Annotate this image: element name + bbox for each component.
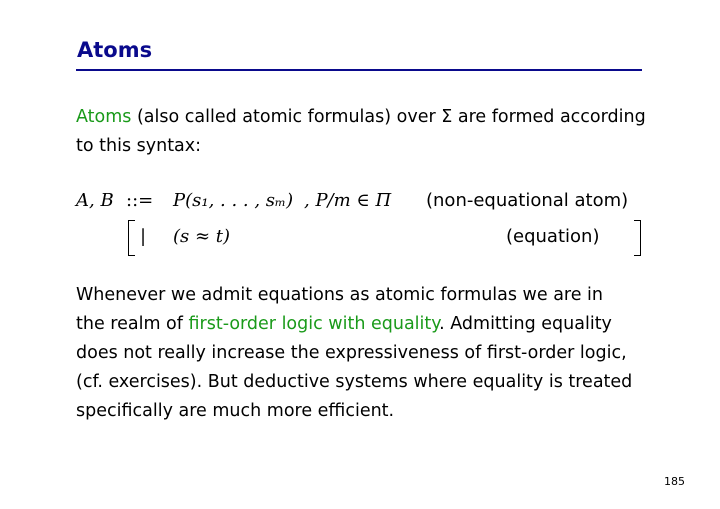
syntax-lhs: A, B bbox=[76, 190, 114, 211]
body-line-5: specifically are much more efficient. bbox=[76, 401, 395, 421]
syntax-production-equation: (s ≈ t) bbox=[173, 226, 231, 247]
intro-paragraph bbox=[76, 103, 646, 161]
body-line-2a: the realm of bbox=[76, 314, 189, 334]
body-line-4: (cf. exercises). But deductive systems where equality is treated bbox=[76, 372, 633, 392]
body-line-1: Whenever we admit equations as atomic formulas we are in bbox=[76, 285, 604, 305]
syntax-separator: | bbox=[140, 226, 147, 247]
syntax-comment-equation: (equation) bbox=[506, 226, 600, 247]
syntax-def: ::= bbox=[126, 190, 154, 211]
slide-title: Atoms bbox=[77, 38, 153, 62]
body-line-2b: . Admitting equality bbox=[439, 314, 612, 334]
optional-bracket-right bbox=[634, 220, 641, 256]
page-number: 185 bbox=[664, 475, 685, 488]
intro-text-1: (also called atomic formulas) over Σ are formed according bbox=[131, 107, 646, 127]
body-paragraph bbox=[76, 281, 646, 426]
syntax-row-1 bbox=[76, 190, 646, 220]
body-highlight: first-order logic with equality bbox=[188, 314, 440, 334]
syntax-production-atom: P(s₁, . . . , sₘ) bbox=[173, 190, 294, 211]
body-line-3: does not really increase the expressiveness of first-order logic, bbox=[76, 343, 627, 363]
syntax-row-2 bbox=[76, 226, 646, 256]
intro-text-2: to this syntax: bbox=[76, 136, 202, 156]
syntax-condition: , P/m ∈ Π bbox=[304, 190, 392, 211]
syntax-comment-atom: (non-equational atom) bbox=[426, 190, 629, 211]
intro-highlight: Atoms bbox=[76, 107, 132, 127]
title-underline bbox=[76, 69, 642, 71]
